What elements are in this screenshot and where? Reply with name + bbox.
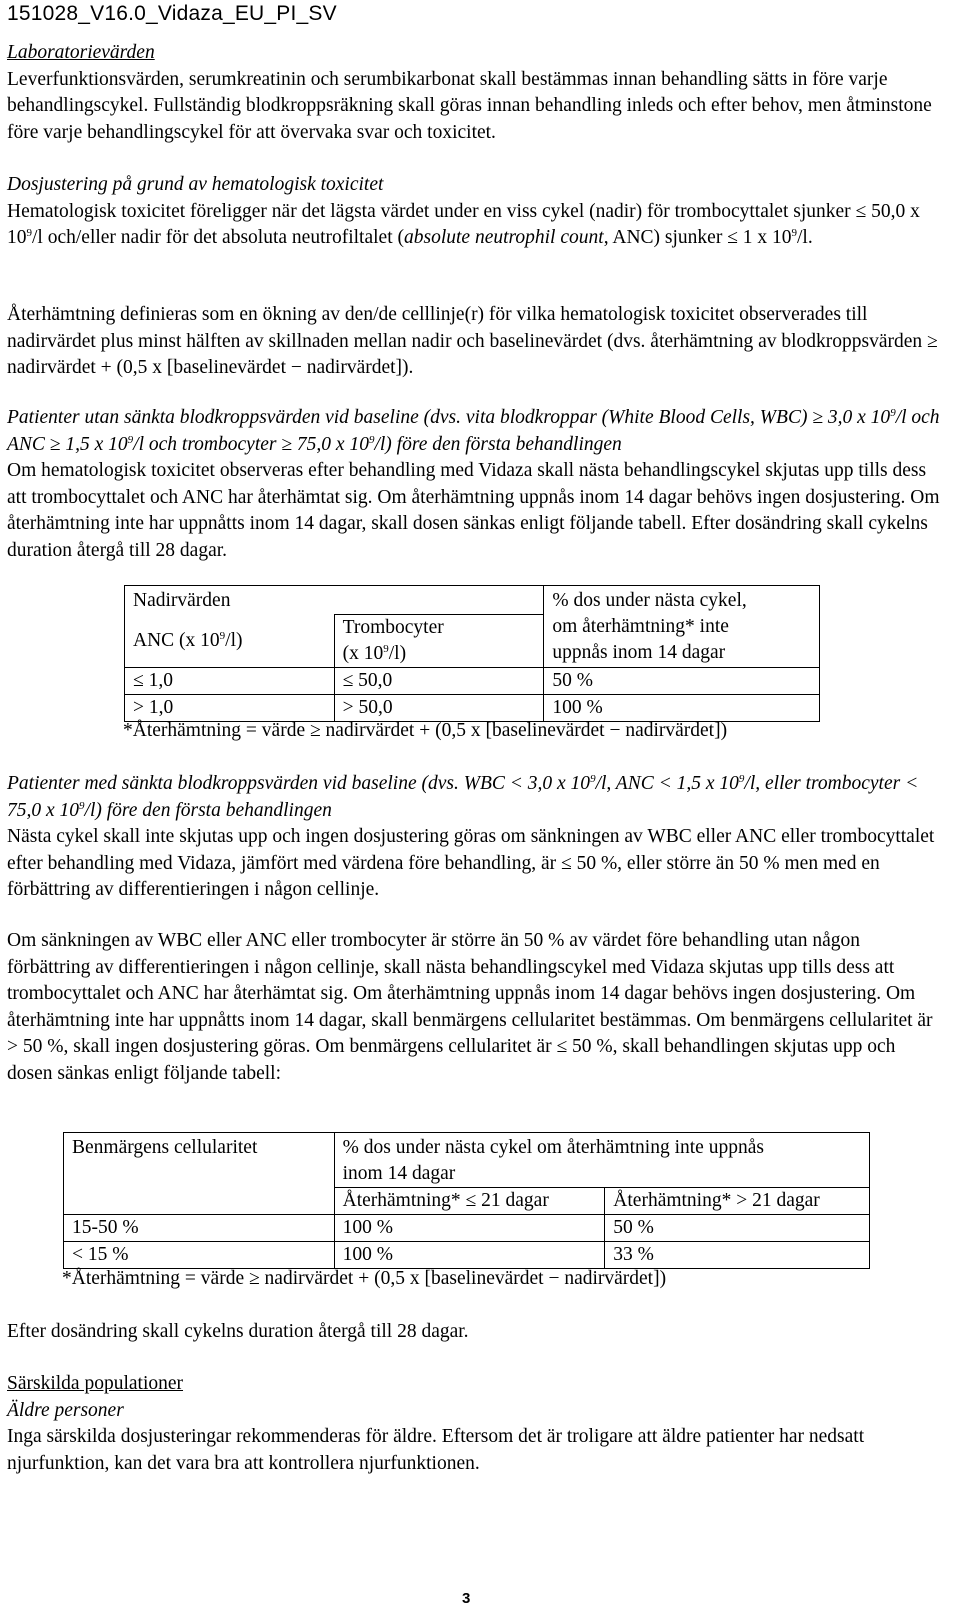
recovery-le-21-header: Återhämtning* ≤ 21 dagar (334, 1188, 605, 1215)
document-id: 151028_V16.0_Vidaza_EU_PI_SV (7, 2, 337, 25)
cellularity-dose-table (63, 1132, 870, 1269)
table-row: > 1,0 > 50,0 100 % (125, 695, 820, 722)
dose-section (7, 172, 942, 252)
reduced-paragraph-2: Om sänkningen av WBC eller ANC eller trombocyter är större än 50 % av värdet före behandling utan någon förbättring av differentieringen i någon cellinje, skall nästa behandlingscykel med Vidaza skjutas upp tills dess att trombocyttalet och ANC har återhämtat sig. Om återhämtning uppnås inom 14 dagar behövs ingen dosjustering. Om återhämtning inte har uppnåtts inom 14 dagar, skall benmärgens cellularitet bestämmas. Om benmärgens cellularitet är > 50 %, skall ingen dosjustering göras. Om benmärgens cellularitet är ≤ 50 %, skall behandlingen skjutas upp och dosen sänkas enligt följande tabell: (7, 930, 933, 1084)
after-table-text: Efter dosändring skall cykelns duration återgå till 28 dagar. (7, 1321, 469, 1342)
dose-paragraph-1: Hematologisk toxicitet föreligger när det lägsta värdet under en viss cykel (nadir) för trombocyttalet sjunker ≤ 50,0 x $10^9/l$ och/eller nadir för det absoluta neutrofiltalet (absolute neutrophil count, ANC) sjunker ≤ 1 x $10^9/l$. (7, 200, 920, 248)
nadir-header: Nadirvärden (125, 586, 544, 615)
reduced-paragraph-1: Nästa cykel skall inte skjutas upp och ingen dosjustering göras om sänkningen av WBC eller ANC eller trombocyttalet efter behandling med Vidaza, jämfört med värdena före behandling, är ≤ 50 %, eller större än 50 % men med en förbättring av differentieringen i någon cellinje. (7, 826, 935, 900)
normal-heading: Patienter utan sänkta blodkroppsvärden vid baseline (dvs. vita blodkroppar (White Blood Cells, WBC) ≥ 3,0 x $10^9/l$ och ANC ≥ 1,5 x $10^9/l$ och trombocyter ≥ 75,0 x $10^9/l$) före den första behandlingen (7, 407, 940, 455)
cellularity-header: Benmärgens cellularitet (64, 1133, 335, 1215)
dose-heading: Dosjustering på grund av hematologisk toxicitet (7, 174, 384, 195)
lab-text: Leverfunktionsvärden, serumkreatinin och serumbikarbonat skall bestämmas innan behandling sätts in före varje behandlingscykel. Fullständig blodkroppsräkning skall göras innan behandling inleds och efter behov, men åtminstone före varje behandlingscykel för att övervaka svar och toxicitet. (7, 68, 932, 143)
nadir-dose-table (124, 585, 820, 722)
tromb-header: Trombocyter (x $10^9/l$) (334, 615, 544, 668)
reduced-heading: Patienter med sänkta blodkroppsvärden vid baseline (dvs. WBC < 3,0 x $10^9/l$, ANC < 1,5 x $10^9/l$, eller trombocyter < 75,0 x $10^9/l$) före den första behandlingen (7, 773, 919, 821)
table1-footnote: *Återhämtning = värde ≥ nadirvärdet + (0,5 x [baselinevärdet − nadirvärdet]) (123, 720, 728, 741)
page-number: 3 (462, 1590, 471, 1607)
table-row: 15-50 % 100 % 50 % (64, 1215, 870, 1242)
reduced-baseline-section (7, 771, 942, 904)
elderly-text: Inga särskilda dosjusteringar rekommenderas för äldre. Eftersom det är troligare att äldre patienter har nedsatt njurfunktion, kan det vara bra att kontrollera njurfunktionen. (7, 1426, 865, 1474)
dose-header-2: % dos under nästa cykel om återhämtning inte uppnås inom 14 dagar (334, 1133, 869, 1188)
normal-baseline-section (7, 405, 942, 564)
anc-header: ANC (x $10^9/l$) (125, 615, 335, 668)
table2-footnote: *Återhämtning = värde ≥ nadirvärdet + (0,5 x [baselinevärdet − nadirvärdet]) (62, 1268, 667, 1289)
table-row: ≤ 1,0 ≤ 50,0 50 % (125, 668, 820, 695)
dose-header: % dos under nästa cykel, om återhämtning* inte uppnås inom 14 dagar (544, 586, 820, 668)
recovery-gt-21-header: Återhämtning* > 21 dagar (605, 1188, 870, 1215)
special-section (7, 1371, 942, 1477)
special-heading: Särskilda populationer (7, 1373, 184, 1394)
dose-paragraph-2: Återhämtning definieras som en ökning av den/de celllinje(r) för vilka hematologisk toxicitet observerades till nadirvärdet plus minst hälften av skillnaden mellan nadir och baselinevärdet (dvs. återhämtning av blodkroppsvärden ≥ nadirvärdet + (0,5 x [baselinevärdet − nadirvärdet]). (7, 304, 938, 378)
elderly-subheading: Äldre personer (7, 1399, 124, 1421)
lab-section (7, 40, 942, 146)
table-row: < 15 % 100 % 33 % (64, 1242, 870, 1269)
lab-heading: Laboratorievärden (7, 42, 155, 63)
normal-text: Om hematologisk toxicitet observeras efter behandling med Vidaza skall nästa behandlingscykel skjutas upp tills dess att trombocyttalet och ANC har återhämtat sig. Om återhämtning uppnås inom 14 dagar behövs ingen dosjustering. Om återhämtning inte har uppnåtts inom 14 dagar, skall dosen sänkas enligt följande tabell. Efter dosändring skall cykelns duration återgå till 28 dagar. (7, 460, 940, 561)
